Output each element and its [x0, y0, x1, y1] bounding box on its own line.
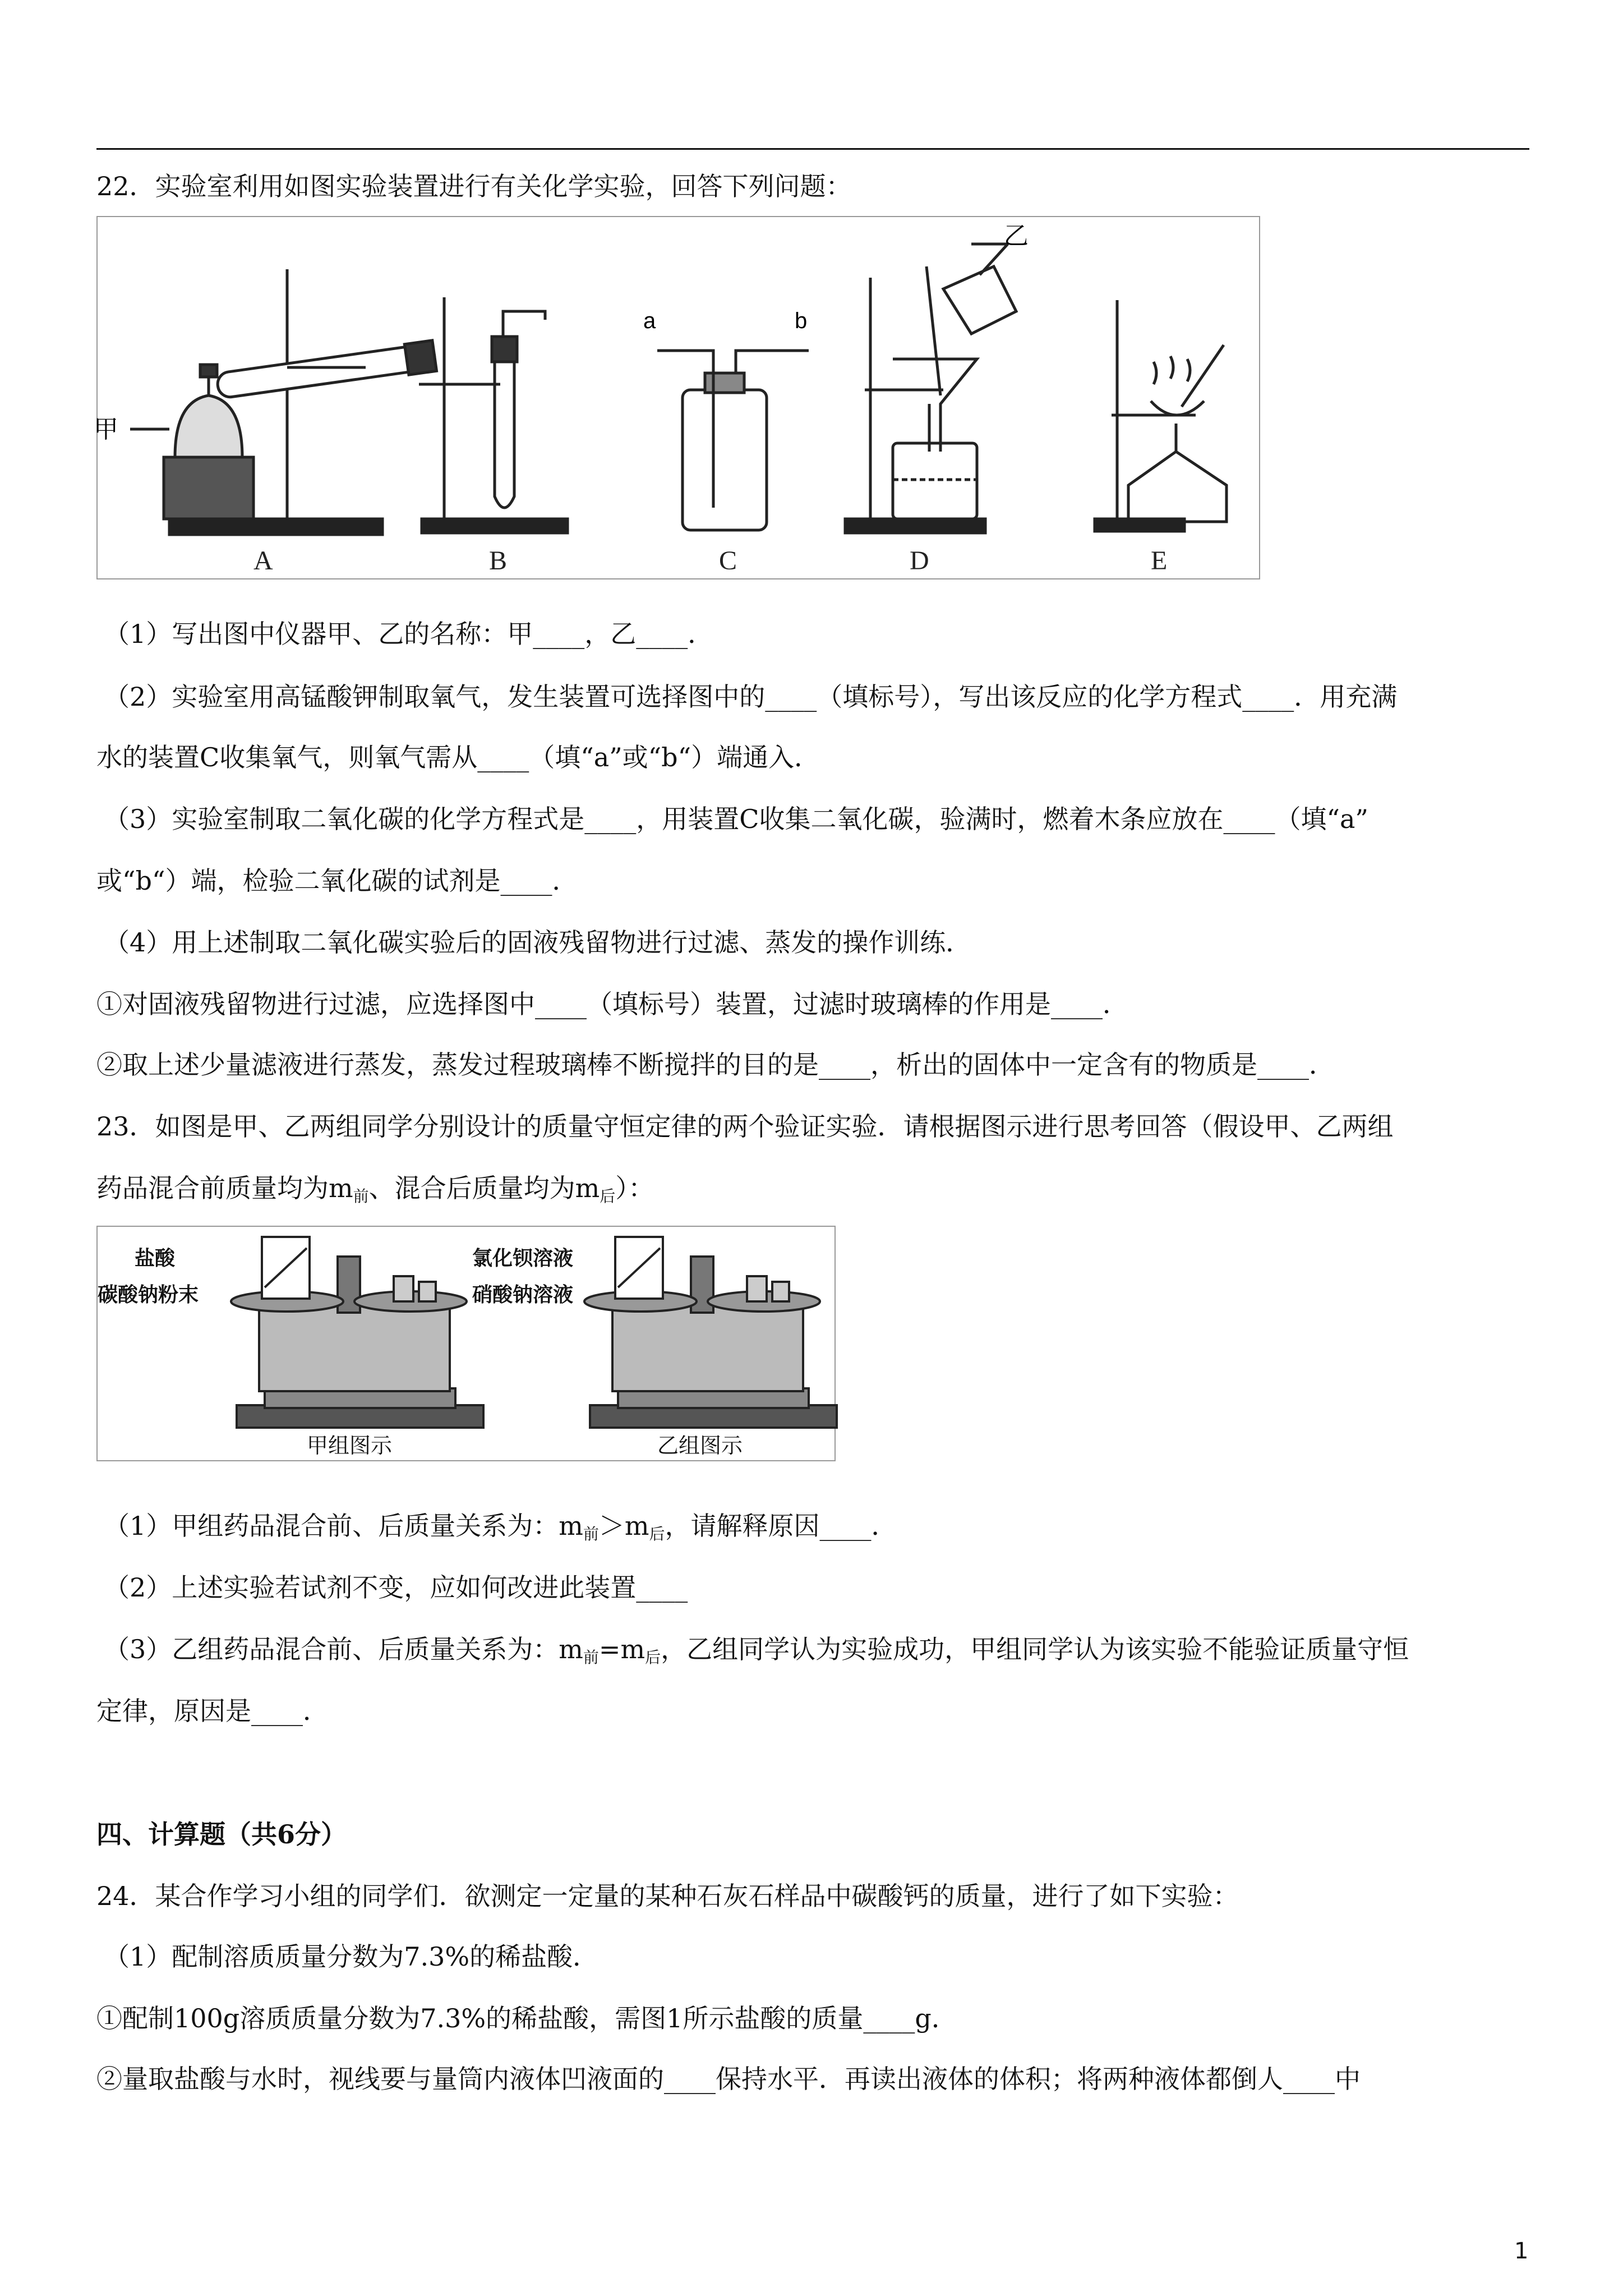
caption-yi: 乙组图示 — [657, 1433, 743, 1458]
apparatus-c — [657, 351, 809, 530]
q22-part3a: （3）实验室制取二氧化碳的化学方程式是____，用装置C收集二氧化碳，验满时，燃着木条应放在____（填“a” — [104, 804, 1368, 834]
q22-part1: （1）写出图中仪器甲、乙的名称：甲____，乙____． — [104, 619, 714, 649]
balance-yi — [584, 1237, 837, 1428]
q23-stem-a: 23．如图是甲、乙两组同学分别设计的质量守恒定律的两个验证实验．请根据图示进行思考回答（假设甲、乙两组 — [96, 1111, 1394, 1142]
apparatus-d — [845, 244, 1016, 533]
q23-part3a: （3）乙组药品混合前、后质量关系为：$m_前=m_后$，乙组同学认为实验成功，甲组同学认为该实验不能验证质量守恒 — [104, 1634, 1409, 1667]
apparatus-b — [419, 297, 568, 533]
q24-stem: 24．某合作学习小组的同学们．欲测定一定量的某种石灰石样品中碳酸钙的质量，进行了如下实验： — [96, 1881, 1239, 1911]
apparatus-a — [130, 269, 436, 535]
balance-jia — [231, 1237, 483, 1428]
q23-stem-b: 药品混合前质量均为$m_前$、混合后质量均为$m_后$）： — [96, 1173, 654, 1205]
label-jia: 甲 — [94, 416, 118, 443]
label-E: E — [1151, 546, 1168, 576]
caption-jia: 甲组图示 — [307, 1433, 393, 1458]
label-b: b — [795, 309, 808, 333]
section-4-heading: 四、计算题（共6分） — [96, 1819, 347, 1849]
q23-part2: （2）上述实验若试剂不变，应如何改进此装置____ — [104, 1572, 688, 1603]
label-hcl: 盐酸 — [135, 1247, 176, 1270]
page-number: 1 — [1514, 2238, 1529, 2264]
label-na2co3: 碳酸钠粉末 — [98, 1283, 199, 1306]
q22-apparatus-figure — [96, 216, 1260, 579]
q23-part3b: 定律，原因是____． — [96, 1696, 329, 1726]
q23-balance-figure — [96, 1226, 836, 1461]
q24-part1: （1）配制溶质质量分数为7.3%的稀盐酸． — [104, 1941, 599, 1972]
label-nano3: 硝酸钠溶液 — [472, 1283, 574, 1306]
q24-part1-2: ②量取盐酸与水时，视线要与量筒内液体凹液面的____保持水平．再读出液体的体积；将两种液体都倒人____中 — [96, 2064, 1361, 2094]
q22-part4-1: ①对固液残留物进行过滤，应选择图中____（填标号）装置，过滤时玻璃棒的作用是____． — [96, 989, 1128, 1019]
label-C: C — [719, 546, 737, 576]
q22-stem: 22．实验室利用如图实验装置进行有关化学实验，回答下列问题： — [96, 171, 852, 201]
q22-part4: （4）用上述制取二氧化碳实验后的固液残留物进行过滤、蒸发的操作训练． — [104, 927, 972, 958]
q22-part2a: （2）实验室用高锰酸钾制取氧气，发生装置可选择图中的____（填标号），写出该反应的化学方程式____．用充满 — [104, 682, 1398, 712]
label-A: A — [253, 546, 273, 576]
label-bacl2: 氯化钡溶液 — [472, 1247, 574, 1270]
q23-part1: （1）甲组药品混合前、后质量关系为：$m_前>m_后$，请解释原因____． — [104, 1511, 897, 1543]
label-a: a — [643, 309, 656, 333]
q22-part4-2: ②取上述少量滤液进行蒸发，蒸发过程玻璃棒不断搅拌的目的是____，析出的固体中一定含有的物质是____． — [96, 1050, 1335, 1080]
label-yi: 乙 — [1004, 222, 1029, 250]
q22-part2b: 水的装置C收集氧气，则氧气需从____（填“a”或“b“）端通入． — [96, 742, 820, 772]
q22-part3b: 或“b“）端，检验二氧化碳的试剂是____． — [96, 866, 578, 896]
q24-part1-1: ①配制100g溶质质量分数为7.3%的稀盐酸，需图1所示盐酸的质量____g． — [96, 2003, 957, 2033]
apparatus-e — [1095, 300, 1227, 531]
label-B: B — [489, 546, 508, 576]
label-D: D — [910, 546, 929, 576]
header-rule — [96, 148, 1529, 150]
